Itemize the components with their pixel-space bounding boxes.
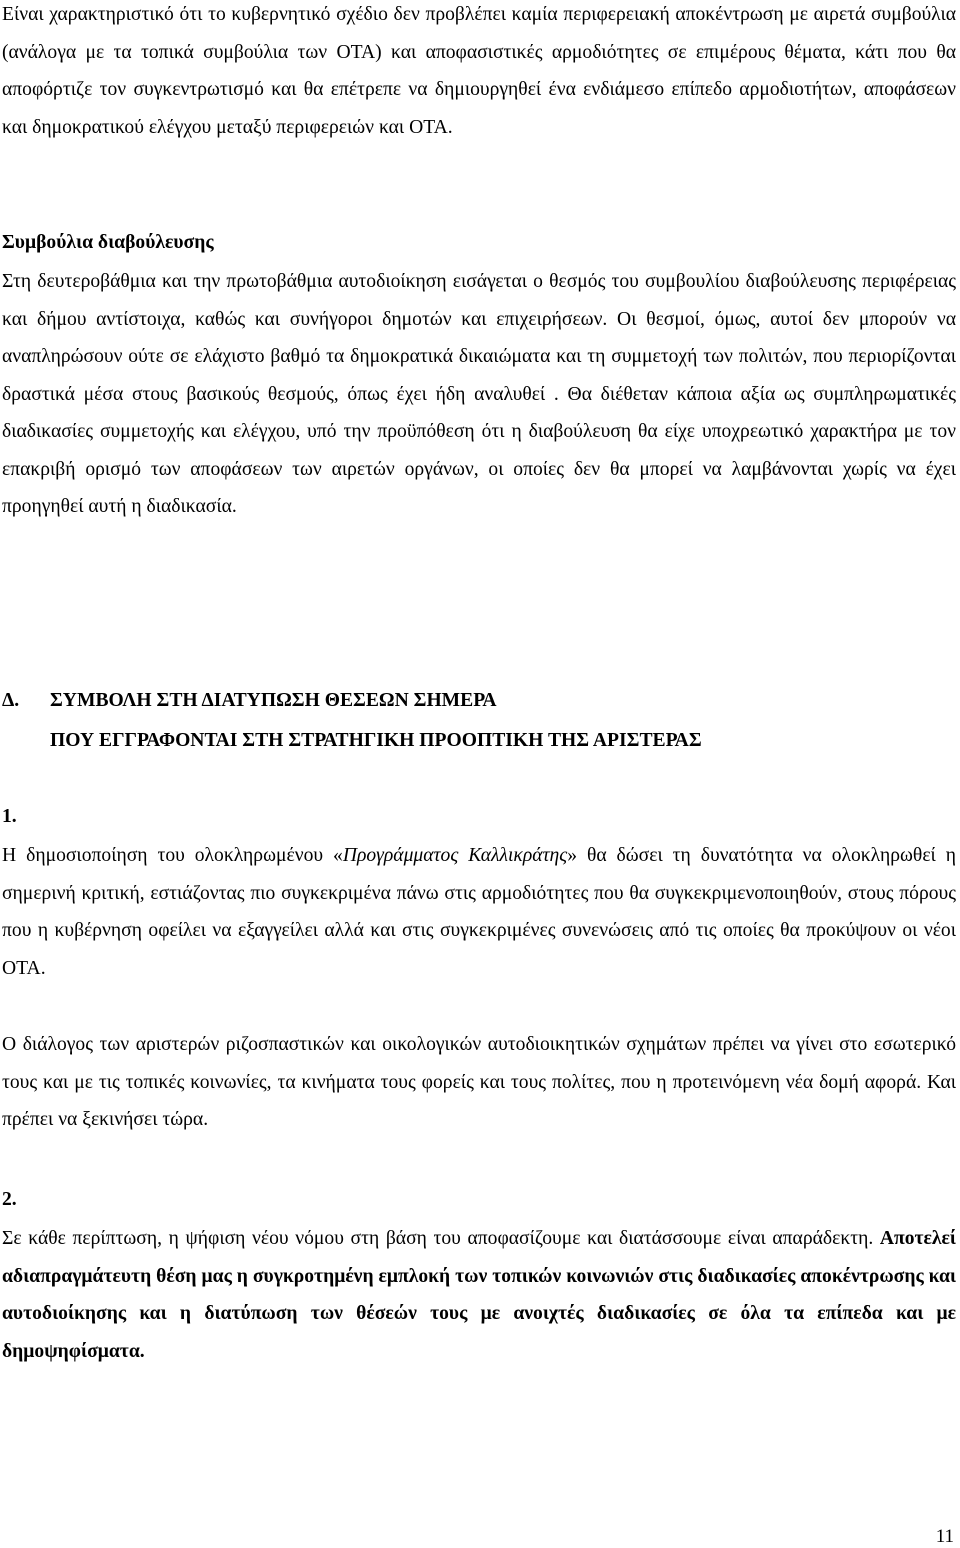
section-d-title-line2: ΠΟΥ ΕΓΓΡΑΦΟΝΤΑΙ ΣΤΗ ΣΤΡΑΤΗΓΙΚΗ ΠΡΟΟΠΤΙΚΗ ΤΗΣ ΑΡΙΣΤΕΡΑΣ bbox=[50, 730, 702, 751]
point-1-paragraph bbox=[2, 837, 956, 987]
point-1-text-end: » θα δώσει τη δυνατότητα να ολοκληρωθεί η σημερινή κριτική, εστιάζοντας πιο συγκεκριμένα πάνω στις αρμοδιότητες που θα συγκεκριμενοποιηθούν, στους πόρους που η κυβέρνηση οφείλει να εξαγγείλει αλλά και στις συγκεκριμένες συνενώσεις από τις οποίες θα προκύψουν οι νέοι ΟΤΑ. bbox=[2, 845, 957, 979]
page-number: 11 bbox=[935, 1526, 954, 1547]
section-d-marker: Δ. bbox=[2, 690, 20, 711]
section-d-title-line1: ΣΥΜΒΟΛΗ ΣΤΗ ΔΙΑΤΥΠΩΣΗ ΘΕΣΕΩΝ ΣΗΜΕΡΑ bbox=[50, 690, 497, 711]
consultation-heading: Συμβούλια διαβούλευσης bbox=[2, 232, 214, 253]
intro-paragraph: Είναι χαρακτηριστικό ότι το κυβερνητικό σχέδιο δεν προβλέπει καμία περιφερειακή αποκέντρωση με αιρετά συμβούλια (ανάλογα με τα τοπικά συμβούλια των ΟΤΑ) και αποφασιστικές αρμοδιότητες σε επιμέρους θέματα, κάτι που θα αποφόρτιζε τον συγκεντρωτισμό και θα επέτρεπε να δημιουργηθεί ένα ενδιάμεσο επίπεδο αρμοδιοτήτων, αποφάσεων και δημοκρατικού ελέγχου μεταξύ περιφερειών και ΟΤΑ. bbox=[2, 4, 956, 138]
point-2-number: 2. bbox=[2, 1189, 17, 1210]
point-1-text-start: Η δημοσιοποίηση του ολοκληρωμένου « bbox=[2, 845, 343, 866]
point-2-paragraph bbox=[2, 1220, 956, 1370]
point-2-text: Σε κάθε περίπτωση, η ψήφιση νέου νόμου στη βάση του αποφασίζουμε και διατάσσουμε είναι απαράδεκτη. bbox=[2, 1228, 880, 1249]
consultation-paragraph: Στη δευτεροβάθμια και την πρωτοβάθμια αυτοδιοίκηση εισάγεται ο θεσμός του συμβουλίου διαβούλευσης περιφέρειας και δήμου αντίστοιχα, καθώς και συνήγοροι δημοτών και επιχειρήσεων. Οι θεσμοί, όμως, αυτοί δεν μπορούν να αναπληρώσουν ούτε σε ελάχιστο βαθμό τα δημοκρατικά δικαιώματα και τη συμμετοχή των πολιτών, που περιορίζονται δραστικά μέσα στους βασικούς θεσμούς, όπως έχει ήδη αναλυθεί . Θα διέθεταν κάποια αξία ως συμπληρωματικές διαδικασίες συμμετοχής και ελέγχου, υπό την προϋπόθεση ότι η διαβούλευση θα είχε υποχρεωτικό χαρακτήρα με τον επακριβή ορισμό των αποφάσεων των αιρετών οργάνων, οι οποίες δεν θα μπορεί να λαμβάνονται χωρίς να έχει προηγηθεί αυτή η διαδικασία. bbox=[2, 271, 956, 517]
program-name: Προγράμματος Καλλικράτης bbox=[342, 845, 568, 866]
point-1-number: 1. bbox=[2, 806, 17, 827]
dialogue-paragraph: Ο διάλογος των αριστερών ριζοσπαστικών και οικολογικών αυτοδιοικητικών σχημάτων πρέπει να γίνει στο εσωτερικό τους και με τις τοπικές κοινωνίες, τα κινήματα τους φορείς και τους πολίτες, που η προτεινόμενη νέα δομή αφορά. Και πρέπει να ξεκινήσει τώρα. bbox=[2, 1034, 956, 1130]
point-2-bold-text: Αποτελεί αδιαπραγμάτευτη θέση μας η συγκροτημένη εμπλοκή των τοπικών κοινωνιών στις διαδικασίες αποκέντρωσης και αυτοδιοίκησης και η διατύπωση των θέσεών τους με ανοιχτές διαδικασίες σε όλα τα επίπεδα και με δημοψηφίσματα. bbox=[2, 1228, 956, 1362]
document-page bbox=[2, 0, 958, 1548]
